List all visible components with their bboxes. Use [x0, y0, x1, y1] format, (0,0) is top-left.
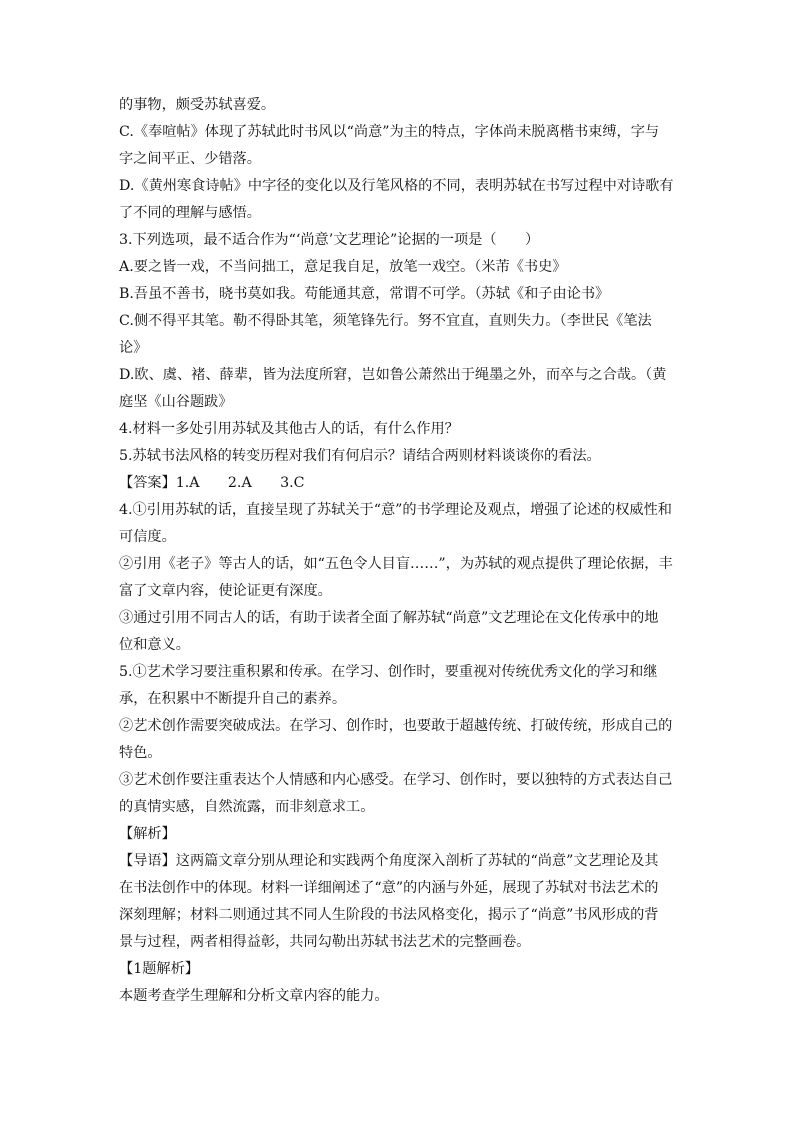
question-5: 5.苏轼书法风格的转变历程对我们有何启示？请结合两则材料谈谈你的看法。 — [119, 448, 601, 464]
text-line: 可信度。 — [119, 529, 176, 545]
text-line: 的事物，颇受苏轼喜爱。 — [119, 97, 276, 113]
text-line: ③通过引用不同古人的话，有助于读者全面了解苏轼“尚意”文艺理论在文化传承中的地 — [119, 610, 659, 626]
text-line: ③艺术创作要注重表达个人情感和内心感受。在学习、创作时，要以独特的方式表达自己 — [119, 772, 673, 788]
question-4: 4.材料一多处引用苏轼及其他古人的话，有什么作用？ — [119, 421, 459, 437]
option-c-line: C.侧不得平其笔。勒不得卧其笔，须笔锋先行。努不宜直，直则失力。（李世民《笔法 — [119, 313, 652, 329]
document-page — [119, 92, 679, 1010]
text-line: 富了文章内容，使论证更有深度。 — [119, 583, 332, 599]
text-line: 本题考查学生理解和分析文章内容的能力。 — [119, 988, 389, 1004]
answer-5-line: 5.①艺术学习要注重积累和传承。在学习、创作时，要重视对传统优秀文化的学习和继 — [119, 664, 658, 680]
text-line: 的真情实感，自然流露，而非刻意求工。 — [119, 799, 375, 815]
answer-4-line: 4.①引用苏轼的话，直接呈现了苏轼关于“意”的书学理论及观点，增强了论述的权威性和 — [119, 502, 672, 518]
question-3: 3.下列选项，最不适合作为“‘尚意’文艺理论”论据的一项是（ ） — [119, 232, 540, 248]
analysis-heading: 【解析】 — [119, 826, 176, 842]
text-line: 在书法创作中的体现。材料一详细阐述了“意”的内涵与外延，展现了苏轼对书法艺术的 — [119, 880, 659, 896]
text-line: 位和意义。 — [119, 637, 190, 653]
question-1-analysis-heading: 【1题解析】 — [119, 961, 199, 977]
text-line: 字之间平正、少错落。 — [119, 151, 261, 167]
answer-line: 【答案】1.A 2.A 3.C — [119, 475, 305, 491]
option-d-line: D.欧、虞、褚、薛辈，皆为法度所窘，岂如鲁公萧然出于绳墨之外，而卒与之合哉。（黄 — [119, 367, 667, 383]
text-line: 庭坚《山谷题跋》 — [119, 394, 233, 410]
option-a-line: A.要之皆一戏，不当问拙工，意足我自足，放笔一戏空。（米芾《书史》 — [119, 259, 567, 275]
intro-line: 【导语】这两篇文章分别从理论和实践两个角度深入剖析了苏轼的“尚意”文艺理论及其 — [119, 853, 659, 869]
option-d-line: D.《黄州寒食诗帖》中字径的变化以及行笔风格的不同，表明苏轼在书写过程中对诗歌有 — [119, 178, 674, 194]
option-c-line: C.《奉喧帖》体现了苏轼此时书风以“尚意”为主的特点，字体尚未脱离楷书束缚，字与 — [119, 124, 660, 140]
text-line: 承，在积累中不断提升自己的素养。 — [119, 691, 347, 707]
text-line: ②引用《老子》等古人的话，如“五色令人目盲……”，为苏轼的观点提供了理论依据，丰 — [119, 556, 673, 572]
text-line: 了不同的理解与感悟。 — [119, 205, 261, 221]
text-line: 论》 — [119, 340, 148, 356]
text-line: 深刻理解；材料二则通过其不同人生阶段的书法风格变化，揭示了“尚意”书风形成的背 — [119, 907, 659, 923]
text-line: ②艺术创作需要突破成法。在学习、创作时，也要敢于超越传统、打破传统，形成自己的 — [119, 718, 673, 734]
text-line: 景与过程，两者相得益彰，共同勾勒出苏轼书法艺术的完整画卷。 — [119, 934, 531, 950]
option-b-line: B.吾虽不善书，晓书莫如我。苟能通其意，常谓不可学。（苏轼《和子由论书》 — [119, 286, 610, 302]
text-line: 特色。 — [119, 745, 162, 761]
